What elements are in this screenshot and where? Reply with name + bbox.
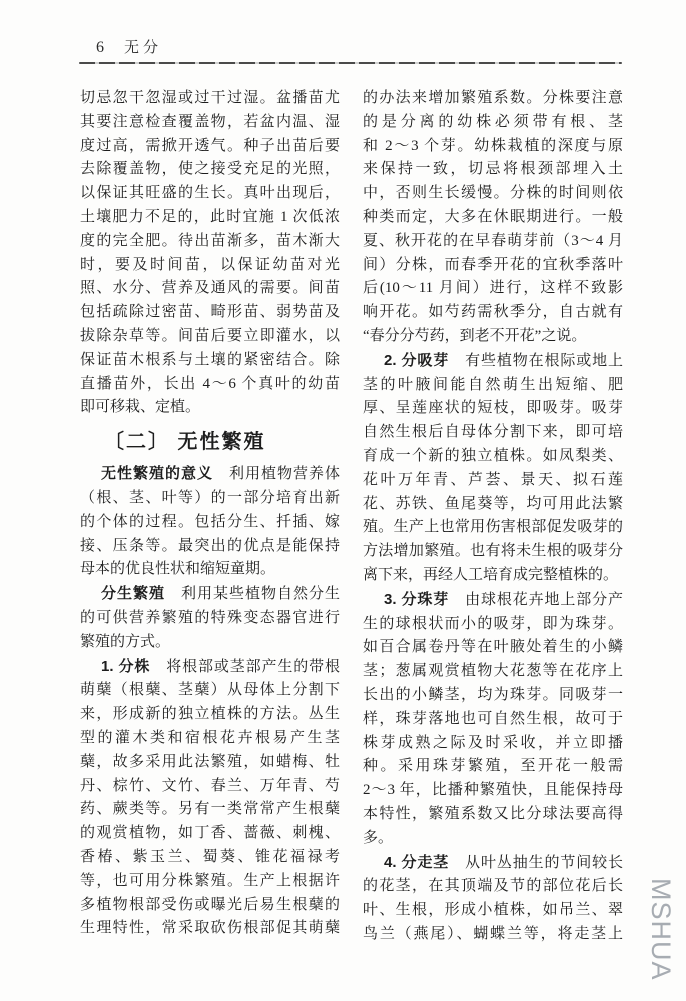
text-line: 直播苗外，长出 4～6 个真叶的幼苗 <box>80 375 340 392</box>
text-line: 来保持一致，切忌将根颈部埋入土 <box>363 161 623 178</box>
text-line: 叶、生根，形成小植株，如吊兰、翠 <box>363 902 623 919</box>
text-line: 蘖，故多采用此法繁殖，如蜡梅、牡 <box>80 753 340 770</box>
text-line: 种。采用珠芽繁殖，至开花一般需 <box>363 758 623 775</box>
text-line: 株芽成熟之际及时采收，并立即播 <box>363 734 623 751</box>
text-line: 夏、秋开花的在早春萌芽前（3～4 月 <box>363 232 623 249</box>
text-line: 的观赏植物，如丁香、蔷薇、刺槐、 <box>80 825 340 842</box>
text-line: 花、苏铁、鱼尾葵等，均可用此法繁 <box>363 495 623 512</box>
text-line: 度过高，需掀开透气。种子出苗后要 <box>80 137 340 154</box>
text-line: 包括疏除过密苗、畸形苗、弱势苗及 <box>80 304 340 321</box>
text-line: 去除覆盖物，使之接受充足的光照， <box>80 161 340 178</box>
text-line: 等，也可用分株繁殖。生产上根据许 <box>80 872 340 889</box>
text-line: 离下来，再经人工培育成完整植株的。 <box>363 566 619 583</box>
text-line: 如百合属卷丹等在叶腋处着生的小鳞 <box>363 639 623 656</box>
text-line: 的个体的过程。包括分生、扦插、嫁 <box>80 513 340 530</box>
text-line: 其要注意检查覆盖物，若盆内温、湿 <box>80 113 340 130</box>
text-line: 母本的优良性状和缩短童期。 <box>80 561 276 578</box>
text-line: 本特性，繁殖系数又比分球法要高得 <box>363 805 623 822</box>
text-line: 分生繁殖 利用某些植物自然分生 <box>101 585 340 603</box>
text-line: 2. 分吸芽 有些植物在根际或地上 <box>384 351 623 369</box>
text-line: 的花茎，在其顶端及节的部位花后长 <box>363 878 623 895</box>
bold-term: 3. 分珠芽 <box>384 590 450 608</box>
text-line: 方法增加繁殖。也有将未生根的吸芽分 <box>363 543 623 560</box>
text-line: 多。 <box>363 829 394 846</box>
left-column <box>80 87 340 947</box>
text-line: 繁殖的方式。 <box>80 633 171 650</box>
running-title: 无分 <box>124 40 163 56</box>
text-line: 香椿、紫玉兰、蜀葵、锥花福禄考 <box>80 848 340 865</box>
bold-term: 分生繁殖 <box>101 585 165 603</box>
text-line: 厚、呈莲座状的短枝，即吸芽。吸芽 <box>363 400 623 417</box>
bold-term: 无性繁殖的意义 <box>101 465 213 483</box>
right-column <box>363 87 623 947</box>
text-line: 3. 分珠芽 由球根花卉地上部分产 <box>384 590 623 608</box>
text-line: 的是分离的幼株必须带有根、茎 <box>363 113 623 130</box>
text-line: 度的完全肥。待出苗渐多，苗木渐大 <box>80 232 340 249</box>
text-line: 花叶万年青、芦荟、景天、拟石莲 <box>363 471 623 488</box>
text-line: 保证苗木根系与土壤的紧密结合。除 <box>80 351 340 368</box>
page-number: 6 <box>96 39 104 56</box>
text-line: 长出的小鳞茎，均为珠芽。同吸芽一 <box>363 686 623 703</box>
text-line: 多植物根部受伤或曝光后易生根蘖的 <box>80 896 340 913</box>
text-line: 和 2～3 个芽。幼株栽植的深度与原 <box>363 137 623 154</box>
text-line: 以保证其旺盛的生长。真叶出现后， <box>80 185 340 202</box>
text-line: 鸟兰（燕尾）、蝴蝶兰等，将走茎上 <box>363 925 623 942</box>
text-line: 照、水分、营养及通风的需要。间苗 <box>80 280 340 297</box>
text-line: 响开花。如芍药需秋季分，自古就有 <box>363 304 623 321</box>
bold-term: 1. 分株 <box>101 657 151 675</box>
text-line: 的办法来增加繁殖系数。分株要注意 <box>363 90 623 106</box>
text-line: 1. 分株 将根部或茎部产生的带根 <box>101 657 340 675</box>
text-line: 来，形成新的独立植株的方法。丛生 <box>80 706 340 723</box>
bold-term: 4. 分走茎 <box>384 853 450 871</box>
text-line: 生的球根状而小的吸芽，即为珠芽。 <box>363 615 623 632</box>
text-line: 自然生根后自母体分割下来，即可培 <box>363 424 623 441</box>
section-heading: 〔二〕 无性繁殖 <box>104 431 266 454</box>
text-line: 样，珠芽落地也可自然生根，故可于 <box>363 710 623 727</box>
text-line: 种类而定，大多在休眠期进行。一般 <box>363 208 623 225</box>
text-line: 丹、棕竹、文竹、春兰、万年青、芍 <box>80 777 340 794</box>
text-line: 4. 分走茎 从叶丛抽生的节间较长 <box>384 853 623 871</box>
bold-term: 2. 分吸芽 <box>384 351 450 369</box>
text-line: 萌蘖（根蘖、茎蘖）从母体上分割下 <box>80 682 340 699</box>
watermark: MSHUA <box>646 878 676 981</box>
header-rule <box>79 62 622 64</box>
text-line: 的可供营养繁殖的特殊变态器官进行 <box>80 609 340 626</box>
text-line: （根、茎、叶等）的一部分培育出新 <box>80 489 340 506</box>
text-line: 药、蕨类等。另有一类常常产生根蘖 <box>80 801 340 818</box>
text-columns <box>80 87 623 947</box>
text-line: 土壤肥力不足的，此时宜施 1 次低浓 <box>80 208 340 225</box>
text-line: 切忌忽干忽湿或过干过湿。盆播苗尤 <box>80 90 340 106</box>
text-line: 无性繁殖的意义 利用植物营养体 <box>101 465 340 483</box>
text-line: 拔除杂草等。间苗后要立即灌水，以 <box>80 327 340 344</box>
text-line: 殖。生产上也常用伤害根部促发吸芽的 <box>363 519 623 536</box>
text-line: 中，否则生长缓慢。分株的时间则依 <box>363 185 623 202</box>
page-header <box>96 36 162 57</box>
text-line: 茎的叶腋间能自然萌生出短缩、肥 <box>363 376 623 393</box>
text-line: 育成一个新的独立植株。如凤梨类、 <box>363 447 623 464</box>
text-line: 后(10～11 月间）进行，这样不致影 <box>363 280 623 297</box>
text-line: 间）分株，而春季开花的宜秋季落叶 <box>363 256 623 273</box>
text-line: 即可移栽、定植。 <box>80 399 201 416</box>
text-line: 2～3 年，比播种繁殖快，且能保持母 <box>363 782 623 799</box>
text-line: 时，要及时间苗，以保证幼苗对光 <box>80 256 340 273</box>
text-line: 接、压条等。最突出的优点是能保持 <box>80 537 340 554</box>
text-line: “春分分芍药，到老不开花”之说。 <box>363 327 587 344</box>
text-line: 生理特性，常采取砍伤根部促其萌蘖 <box>80 920 340 937</box>
text-line: 型的灌木类和宿根花卉根易产生茎 <box>80 729 340 746</box>
text-line: 茎；葱属观赏植物大花葱等在花序上 <box>363 663 623 680</box>
